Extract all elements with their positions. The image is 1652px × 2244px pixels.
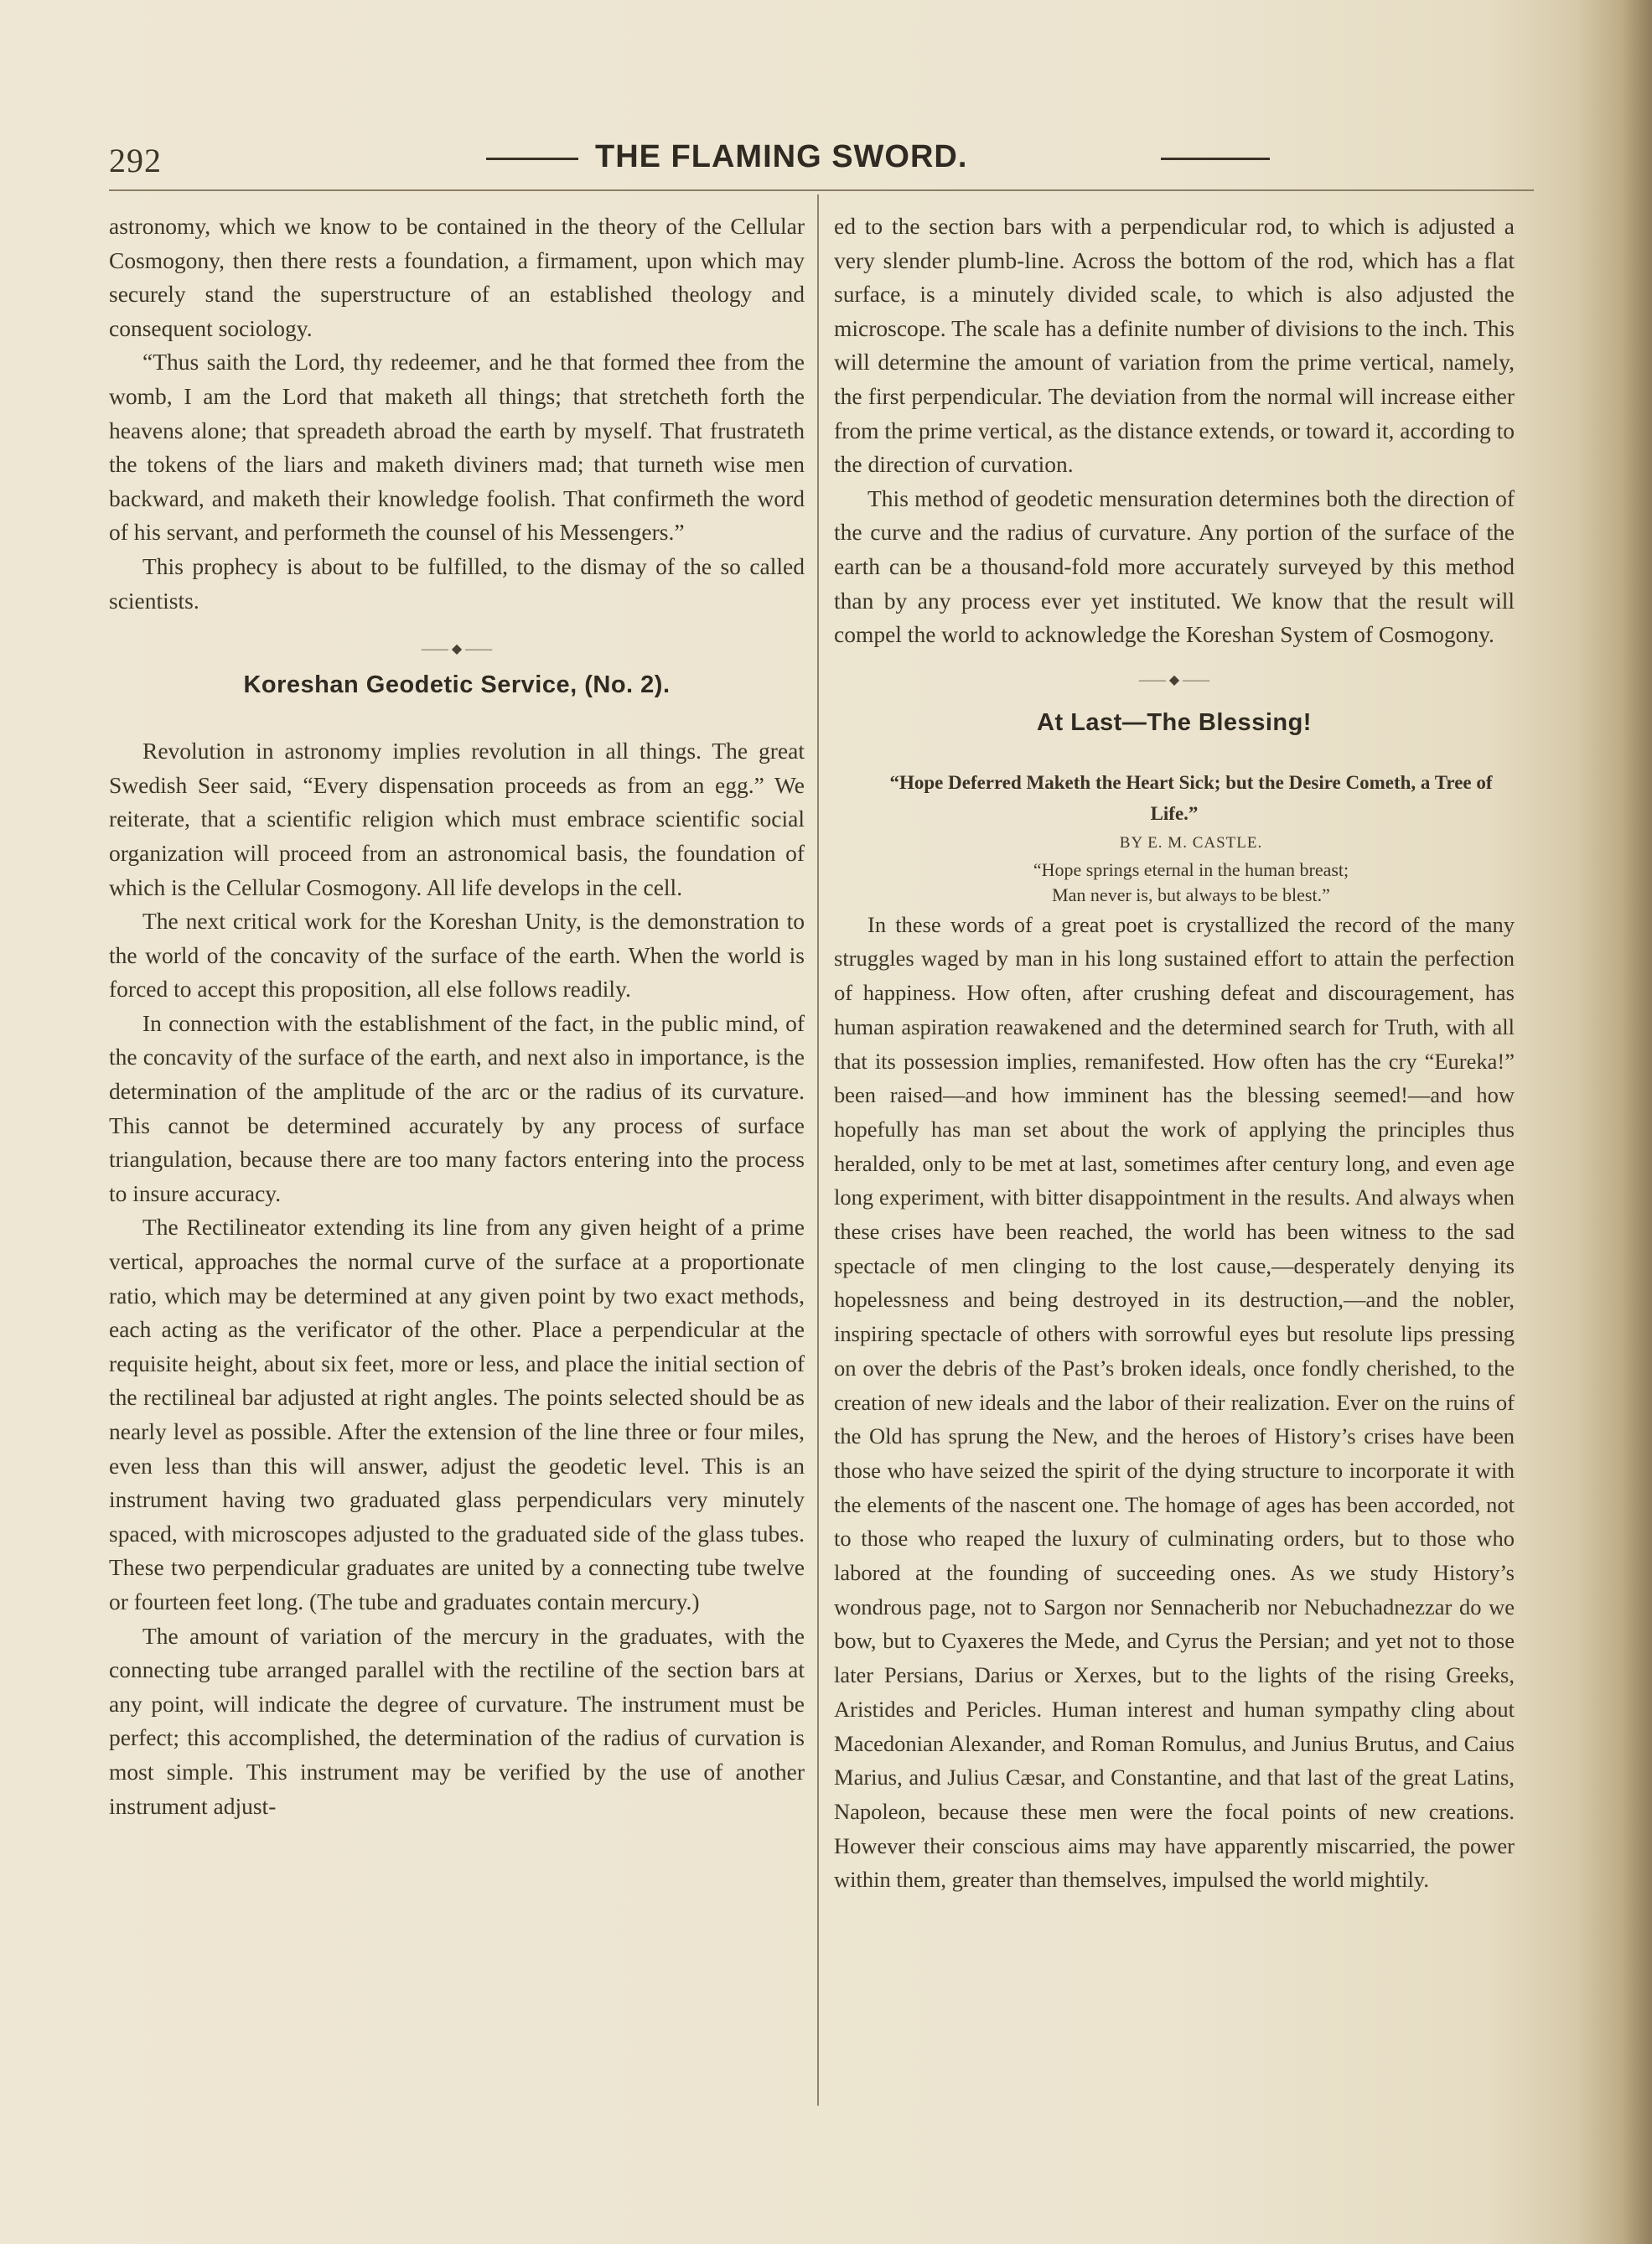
- intro-paragraph: astronomy, which we know to be contained in the theory of the Cellular Cosmogony, then there rests a foundation, a firmament, upon which may securely stand the superstructure of an established theology and consequent sociology.: [109, 213, 805, 341]
- right-column: [834, 210, 1515, 1897]
- section-title: Koreshan Geodetic Service, (No. 2).: [243, 671, 671, 699]
- section-divider-ornament: —— ◆ ——: [421, 642, 493, 657]
- article-byline: BY E. M. CASTLE.: [1119, 833, 1263, 852]
- continued-paragraph: ed to the section bars with a perpendicular rod, to which is adjusted a very slender plumb-line. Across the bottom of the rod, which has a flat surface, is a minutely divided scale, to which is also adjusted the microscope. The scale has a definite number of divisions to the inch. This will determine the amount of variation from the prime vertical, namely, the first perpendicular. The deviation from the normal will increase either from the prime vertical, as the distance extends, or toward it, according to the direction of curvation.: [834, 213, 1515, 478]
- scripture-quote-paragraph: “Thus saith the Lord, thy redeemer, and he that formed thee from the womb, I am the Lord that maketh all things; that stretcheth forth the heavens alone; that spreadeth abroad the earth by myself. That frustrateth the tokens of the liars and maketh diviners mad; that turneth wise men backward, and maketh their knowledge foolish. That confirmeth the word of his servant, and performeth the counsel of his Messengers.”: [109, 349, 805, 546]
- journal-title: THE FLAMING SWORD.: [595, 139, 968, 174]
- section-paragraph: Revolution in astronomy implies revolution in all things. The great Swedish Seer said, “Every dispensation proceeds as from an egg.” We reiterate, that a scientific religion which must embrace scientific social organization will proceed from an astronomical basis, the foundation of which is the Cellular Cosmogony. All life develops in the cell.: [109, 738, 805, 900]
- section-paragraph: In connection with the establishment of the fact, in the public mind, of the concavity of the surface of the earth, and next also in importance, is the determination of the amplitude of the arc or the radius of its curvature. This cannot be determined accurately by any process of surface triangulation, because there are too many factors entering into the process to insure accuracy.: [109, 1009, 805, 1206]
- article-paragraph: In these words of a great poet is crystallized the record of the many struggles waged by man in his long sustained effort to attain the perfection of happiness. How often, after crushing defeat and discouragement, has human aspiration reawakened and the determined search for Truth, with all that its possession implies, remanifested. How often has the cry “Eureka!” been raised—and how imminent has the blessing seemed!—and how hopefully has man set about the work of applying the principles thus heralded, only to be met at last, sometimes after century long, and even age long experiment, with bitter disappointment in the results. And always when these crises have been reached, the world has been witness to the sad spectacle of men clinging to the lost cause,—desperately denying its hopelessness and being destroyed in its destruction,—and the nobler, inspiring spectacle of others with sorrowful eyes but resolute lips pressing on over the debris of the Past’s broken ideals, once fondly cherished, to the creation of new ideals and the labor of their realization. Ever on the ruins of the Old has sprung the New, and the heroes of History’s crises have been those who have seized the spirit of the dying structure to incorporate it with the elements of the nascent one. The homage of ages has been accorded, not to those who reaped the luxury of culminating orders, but to those who labored at the founding of succeeding ones. As we study History’s wondrous page, not to Sargon nor Sennacherib nor Nebuchadnezzar do we bow, but to Cyaxeres the Mede, and Cyrus the Persian; and yet not to those later Persians, Darius or Xerxes, but to the lights of the rising Greeks, Aristides and Pericles. Human interest and human sympathy cling about Macedonian Alexander, and Roman Romulus, and Junius Brutus, and Caius Marius, and Julius Cæsar, and Constantine, and that last of the great Latins, Napoleon, because these men were the focal points of new creations. However their conscious aims may have apparently miscarried, the power within them, greater than themselves, impulsed the world mightily.: [834, 911, 1515, 1893]
- article-title: At Last—The Blessing!: [1037, 708, 1312, 736]
- continued-paragraph: This method of geodetic mensuration determines both the direction of the curve and the radius of curvature. Any portion of the surface of the earth can be a thousand-fold more accurately surveyed by this method than by any process ever yet instituted. We know that the result will compel the world to acknowledge the Koreshan System of Cosmogony.: [834, 485, 1515, 648]
- poem-quote-line: “Hope springs eternal in the human breast;: [1033, 858, 1349, 880]
- right-ornament-rule: [1161, 158, 1270, 160]
- section-paragraph: The amount of variation of the mercury in the graduates, with the connecting tube arranged parallel with the rectiline of the section bars at any point, will indicate the degree of curvature. The instrument must be perfect; this accomplished, the determination of the radius of curvation is most simple. This instrument may be verified by the use of another instrument adjust-: [109, 1622, 805, 1819]
- section-paragraph: The Rectilineator extending its line from any given height of a prime vertical, approaches the normal curve of the surface at a proportionate ratio, which may be determined at any given point by two exact methods, each acting as the verificator of the other. Place a perpendicular at the requisite height, about six feet, more or less, and place the initial section of the rectilineal bar adjusted at right angles. The points selected should be as nearly level as possible. After the extension of the line three or four miles, even less than this will answer, adjust the geodetic level. This is an instrument having two graduated glass perpendiculars very minutely spaced, with microscopes adjusted to the graduated side of the glass tubes. These two perpendicular graduates are united by a connecting tube twelve or fourteen feet long. (The tube and graduates contain mercury.): [109, 1214, 805, 1614]
- article-epigraph: “Hope Deferred Maketh the Heart Sick; but the Desire Cometh, a Tree of Life.”: [889, 771, 1493, 824]
- page-number: 292: [109, 142, 162, 179]
- intro-paragraph: This prophecy is about to be fulfilled, to the dismay of the so called scientists.: [109, 552, 805, 614]
- section-paragraph: The next critical work for the Koreshan Unity, is the demonstration to the world of the concavity of the surface of the earth. When the world is forced to accept this proposition, all else follows readily.: [109, 908, 805, 1003]
- left-ornament-rule: [486, 158, 578, 160]
- left-column: [109, 210, 805, 1823]
- section-divider-ornament: —— ◆ ——: [1138, 672, 1210, 687]
- page-header: [109, 134, 1534, 193]
- article-body: [834, 908, 1515, 1897]
- column-divider: [817, 194, 819, 2106]
- header-rule: [109, 189, 1534, 191]
- poem-quote-line: Man never is, but always to be blest.”: [1052, 884, 1330, 905]
- page-binding-shadow: [1577, 0, 1652, 2244]
